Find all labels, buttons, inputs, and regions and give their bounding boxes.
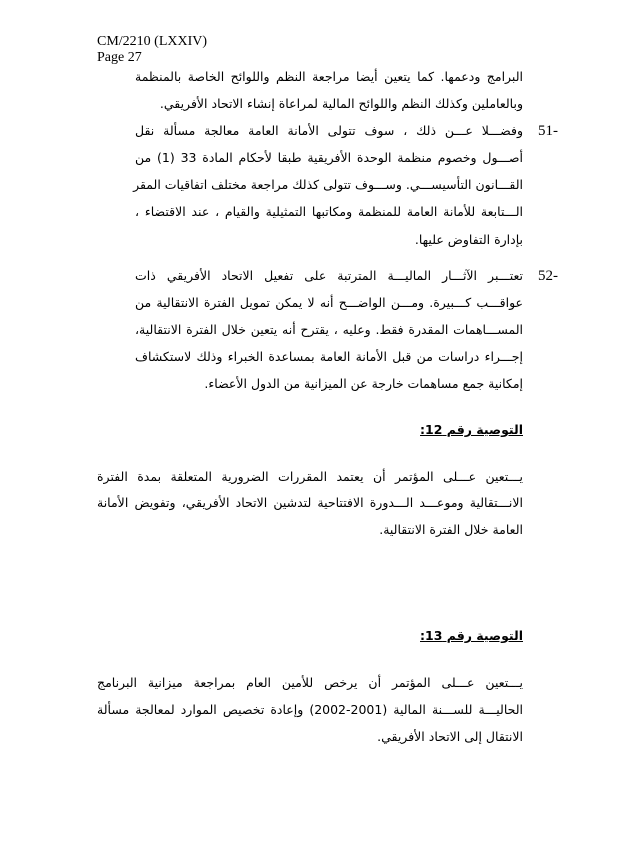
text-line: يـــتعين عـــلى المؤتمر أن يرخص للأمين العام بمراجعة ميزانية البرنامج [97, 675, 523, 690]
text-line: البرامج ودعمها. كما يتعين أيضا مراجعة النظم واللوائح الخاصة بالمنظمة [135, 69, 523, 84]
text-line: يـــتعين عـــلى المؤتمر أن يعتمد المقررات الضرورية المتعلقة بمدة الفترة [97, 469, 523, 484]
text-line: العامة خلال الفترة الانتقالية. [379, 522, 523, 537]
text-line: إجـــراء دراسات من قبل الأمانة العامة بمساعدة الخبراء وذلك لاستكشاف [135, 349, 523, 364]
page-number: Page 27 [97, 50, 142, 65]
text-line: تعتـــبر الآثـــار الماليـــة المترتبة على تفعيل الاتحاد الأفريقي ذات [135, 268, 523, 283]
text-line: المســـاهمات المقدرة فقط. وعليه ، يقترح أنه يتعين خلال الفترة الانتقالية، [135, 322, 523, 337]
recommendation-heading: التوصية رقم 13: [420, 628, 523, 643]
text-line: الانتقال إلى الاتحاد الأفريقي. [377, 729, 523, 744]
document-reference: CM/2210 (LXXIV) [97, 34, 208, 49]
text-line: الحاليـــة للســـنة المالية (2001-2002) وإعادة تخصيص الموارد لمعالجة مسألة [97, 702, 523, 717]
recommendation-heading: التوصية رقم 12: [420, 422, 523, 437]
text-line: الـــتابعة للأمانة العامة للمنظمة ومكاتبها التمثيلية والقيام ، عند الاقتضاء ، [135, 204, 523, 219]
text-line: عواقـــب كـــبيرة. ومـــن الواضـــح أنه لا يمكن تمويل الفترة الانتقالية من [135, 295, 523, 310]
text-line: القـــانون التأسيســـي. وســـوف تتولى كذلك مراجعة مختلف اتفاقيات المقر [133, 177, 523, 192]
text-line: الانـــتقالية وموعـــد الـــدورة الافتتاحية لتدشين الاتحاد الأفريقي، وتفويض الأمانة [97, 495, 523, 510]
paragraph-number: 51- [538, 123, 558, 139]
text-line: وبالعاملين وكذلك النظم واللوائح المالية لمراعاة إنشاء الاتحاد الأفريقي. [159, 96, 523, 111]
text-line: وفضـــلا عـــن ذلك ، سوف تتولى الأمانة العامة معالجة مسألة نقل [135, 123, 523, 138]
text-line: أصـــول وخصوم منظمة الوحدة الأفريقية طبقا لأحكام المادة 33 (1) من [135, 150, 523, 165]
text-line: إمكانية جمع مساهمات خارجة عن الميزانية من الدول الأعضاء. [204, 376, 523, 391]
paragraph-number: 52- [538, 268, 558, 284]
text-line: بإدارة التفاوض عليها. [414, 232, 523, 247]
